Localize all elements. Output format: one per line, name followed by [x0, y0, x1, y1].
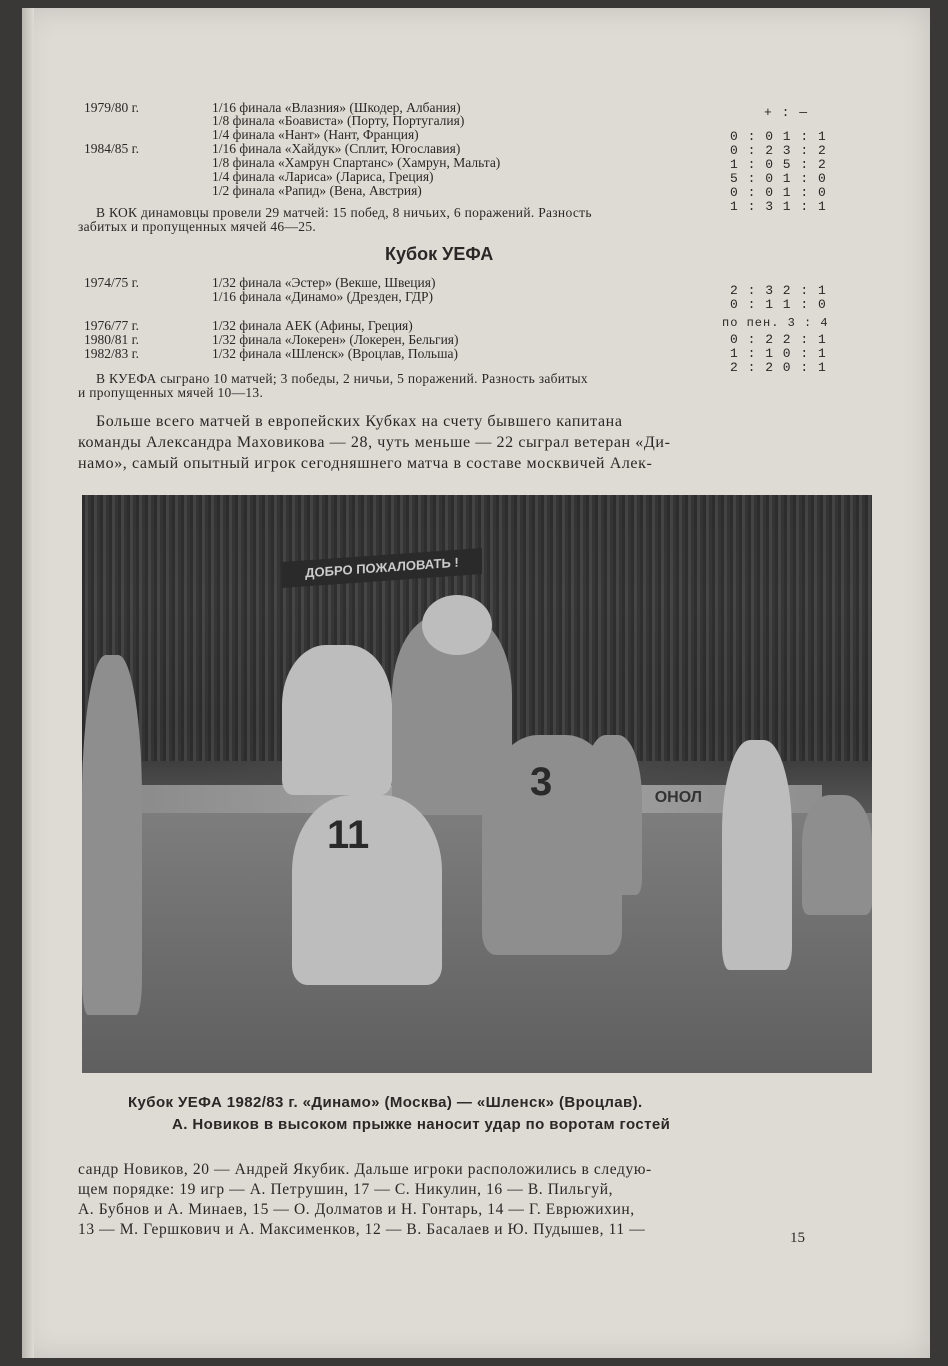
- table-row: 1/16 финала «Динамо» (Дрезден, ГДР) 0 : 1 1 : 0: [212, 289, 827, 312]
- table-row: 1/8 финала «Боависта» (Порту, Португалия): [212, 113, 465, 128]
- uefa-summary-cont: и пропущенных мячей 10—13.: [78, 385, 264, 400]
- player-figure: [582, 735, 642, 895]
- kok-summary-cont: забитых и пропущенных мячей 46—25.: [78, 219, 317, 234]
- table-row: 1979/80 г. 1/16 финала «Влазния» (Шкодер, Албания): [84, 100, 461, 115]
- player-figure: [722, 740, 792, 970]
- score-header: + : —: [764, 105, 809, 120]
- player-figure: [82, 655, 142, 1015]
- ad-text: ОНОЛ: [654, 789, 702, 806]
- kok-summary: В КОК динамовцы провели 29 матчей: 15 побед, 8 ничьих, 6 поражений. Разность: [96, 205, 592, 220]
- shirt-number: 3: [530, 760, 553, 804]
- welcome-banner: ДОБРО ПОЖАЛОВАТЬ !: [282, 548, 482, 588]
- table-row: 1984/85 г. 1/16 финала «Хайдук» (Сплит, Югославия) 0 : 2 3 : 2: [84, 141, 827, 158]
- table-row: 1982/83 г. 1/32 финала «Шленск» (Вроцлав, Польша) 1 : 1 0 : 1: [84, 346, 827, 361]
- paragraph-line: команды Александра Маховикова — 28, чуть меньше — 22 сыграл ветеран «Ди-: [78, 434, 671, 451]
- table-row: 1/8 финала «Хамрун Спартанс» (Хамрун, Мальта) 1 : 0 5 : 2: [212, 155, 827, 172]
- player-figure: [282, 645, 392, 795]
- table-row: 1/2 финала «Рапид» (Вена, Австрия) 0 : 0 1 : 0: [212, 183, 827, 200]
- table-row: 1980/81 г. 1/32 финала «Локерен» (Локерен, Бельгия) 0 : 2 2 : 1: [84, 332, 827, 347]
- table-row: 1976/77 г. 1/32 финала АЕК (Афины, Греция) по пен. 3 : 4: [84, 316, 829, 333]
- match-photo: [82, 495, 872, 1073]
- table-row: 1 : 3 1 : 1: [730, 199, 827, 214]
- photo-caption: Кубок УЕФА 1982/83 г. «Динамо» (Москва) — «Шленск» (Вроцлав).: [128, 1094, 643, 1111]
- paragraph-line: сандр Новиков, 20 — Андрей Якубик. Дальше игроки расположились в следую-: [78, 1161, 652, 1178]
- table-row: 1974/75 г. 1/32 финала «Эстер» (Векше, Швеция) 2 : 3 2 : 1: [84, 275, 827, 298]
- uefa-summary: В КУЕФА сыграно 10 матчей; 3 победы, 2 ничьи, 5 поражений. Разность забитых: [96, 371, 588, 386]
- player-figure: [802, 795, 872, 915]
- paragraph-line: 13 — М. Гершкович и А. Максименков, 12 — В. Басалаев и Ю. Пудышев, 11 —: [78, 1221, 646, 1238]
- player-head: [422, 595, 492, 655]
- program-page: [22, 8, 930, 1358]
- photo-caption-cont: А. Новиков в высоком прыжке наносит удар по воротам гостей: [172, 1116, 671, 1133]
- page-number: 15: [790, 1230, 805, 1246]
- paragraph-line: щем порядке: 19 игр — А. Петрушин, 17 — С. Никулин, 16 — В. Пильгуй,: [78, 1181, 614, 1198]
- paragraph-line: А. Бубнов и А. Минаев, 15 — О. Долматов и Н. Гонтарь, 14 — Г. Еврюжихин,: [78, 1201, 635, 1218]
- paragraph-line: намо», самый опытный игрок сегодняшнего матча в составе москвичей Алек-: [78, 455, 653, 472]
- shirt-number: 11: [327, 813, 370, 857]
- section-title-uefa: Кубок УЕФА: [385, 244, 494, 264]
- table-row: 2 : 2 0 : 1: [730, 360, 827, 375]
- table-row: 1/4 финала «Нант» (Нант, Франция) 0 : 0 1 : 1: [212, 127, 827, 144]
- table-row: 1/4 финала «Лариса» (Лариса, Греция) 5 : 0 1 : 0: [212, 169, 827, 186]
- paragraph-line: Больше всего матчей в европейских Кубках на счету бывшего капитана: [96, 413, 623, 430]
